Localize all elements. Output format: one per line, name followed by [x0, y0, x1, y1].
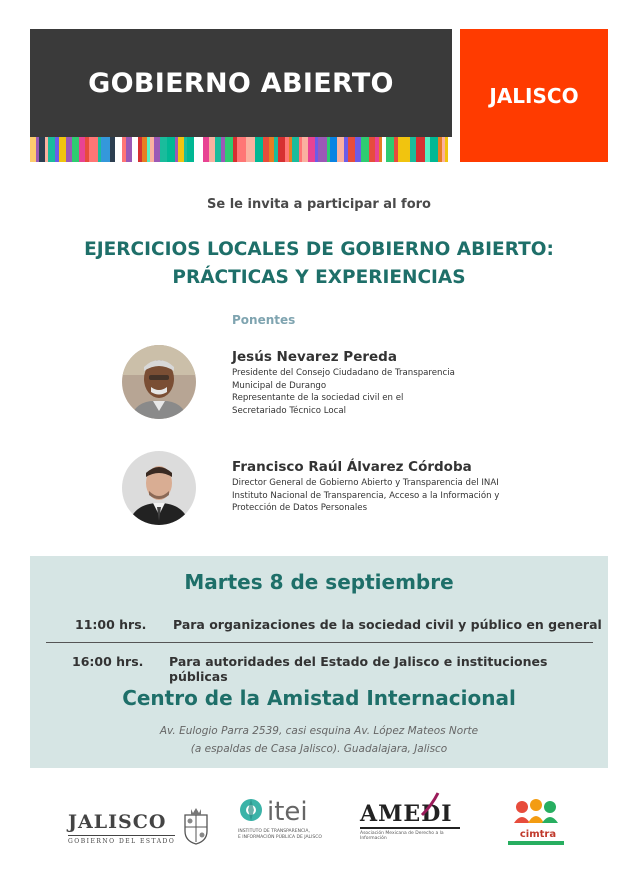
itei-logo [238, 797, 322, 841]
event-title-line-1: EJERCICIOS LOCALES DE GOBIERNO ABIERTO: [84, 239, 554, 260]
coat-of-arms-icon [181, 807, 211, 845]
session-description: Para organizaciones de la sociedad civil y público en general [173, 617, 602, 632]
jalisco-logo-sub: GOBIERNO DEL ESTADO [68, 835, 175, 845]
invite-text: Se le invita a participar al foro [207, 197, 431, 212]
event-title-line-2: PRÁCTICAS Y EXPERIENCIAS [172, 267, 466, 288]
speaker-photo [122, 345, 196, 419]
address-line-1: Av. Eulogio Parra 2539, casi esquina Av. López Mateos Norte [159, 725, 479, 737]
itei-sub-line-2: E INFORMACIÓN PÚBLICA DE JALISCO [238, 835, 322, 840]
speaker-photo [122, 451, 196, 525]
color-stripe [237, 137, 246, 162]
divider [46, 642, 593, 643]
speaker-name: Jesús Nevarez Pereda [232, 349, 397, 365]
header-color-stripes [30, 137, 452, 162]
cimtra-logo [508, 797, 568, 845]
schedule-panel [30, 556, 608, 768]
color-stripe [318, 137, 327, 162]
speaker-info [232, 459, 499, 515]
amedi-logo-sub: Asociación Mexicana de Derecho a la Información [360, 827, 460, 841]
speaker-role-line: Protección de Datos Personales [232, 503, 368, 513]
itei-sub-line-1: INSTITUTO DE TRANSPARENCIA, [238, 829, 310, 834]
itei-emblem-icon [238, 797, 264, 827]
speaker-role-line: Presidente del Consejo Ciudadano de Transparencia [232, 368, 455, 378]
color-stripe [115, 137, 122, 162]
header-badge: JALISCO [460, 29, 608, 162]
speaker-role-line: Municipal de Durango [232, 380, 327, 391]
session-description: Para autoridades del Estado de Jalisco e instituciones públicas [169, 654, 548, 684]
color-stripe [72, 137, 79, 162]
speaker-name: Francisco Raúl Álvarez Córdoba [232, 459, 472, 475]
color-stripe [361, 137, 369, 162]
sponsor-logos [0, 795, 638, 855]
itei-logo-name: itei [267, 797, 308, 827]
color-stripe [187, 137, 194, 162]
venue-name: Centro de la Amistad Internacional [122, 686, 516, 710]
header-title: GOBIERNO ABIERTO [88, 67, 394, 99]
session-time: 11:00 hrs. [75, 617, 147, 632]
itei-logo-sub [238, 829, 322, 841]
color-stripe [278, 137, 285, 162]
amedi-logo-name: AMEDI [360, 801, 453, 827]
speaker-role-line: Secretariado Técnico Local [232, 405, 346, 416]
color-stripe [308, 137, 315, 162]
color-stripe [48, 137, 55, 162]
color-stripe [89, 137, 98, 162]
color-stripe [398, 137, 405, 162]
color-stripe [59, 137, 66, 162]
color-stripe [330, 137, 337, 162]
color-stripe [337, 137, 344, 162]
speaker-role-line: Representante de la sociedad civil en el [232, 393, 404, 403]
session-time: 16:00 hrs. [72, 654, 144, 669]
speakers-label: Ponentes [232, 313, 296, 327]
speaker-role-line: Director General de Gobierno Abierto y Transparencia del INAI [232, 478, 499, 488]
color-stripe [292, 137, 299, 162]
color-stripe [430, 137, 438, 162]
amedi-swoosh-icon [420, 791, 440, 817]
event-title [0, 236, 638, 292]
color-stripe [386, 137, 394, 162]
cimtra-underline [508, 841, 564, 845]
color-stripe [225, 137, 233, 162]
address-line-2: (a espaldas de Casa Jalisco). Guadalajara, Jalisco [190, 743, 448, 755]
color-stripe [160, 137, 167, 162]
jalisco-logo-name: JALISCO [68, 811, 167, 833]
color-stripe [255, 137, 263, 162]
event-date: Martes 8 de septiembre [184, 570, 454, 594]
color-stripe [246, 137, 255, 162]
jalisco-logo [68, 807, 211, 845]
header-banner [30, 29, 608, 162]
cimtra-logo-name: cimtra [519, 829, 557, 840]
cimtra-figures-icon [508, 797, 564, 825]
color-stripe [194, 137, 203, 162]
speaker-role-line: Instituto Nacional de Transparencia, Acceso a la Información y [232, 490, 500, 501]
color-stripe [448, 137, 452, 162]
color-stripe [167, 137, 175, 162]
amedi-logo [360, 801, 460, 841]
speaker-info [232, 349, 455, 417]
color-stripe [101, 137, 110, 162]
venue-address [30, 722, 608, 758]
